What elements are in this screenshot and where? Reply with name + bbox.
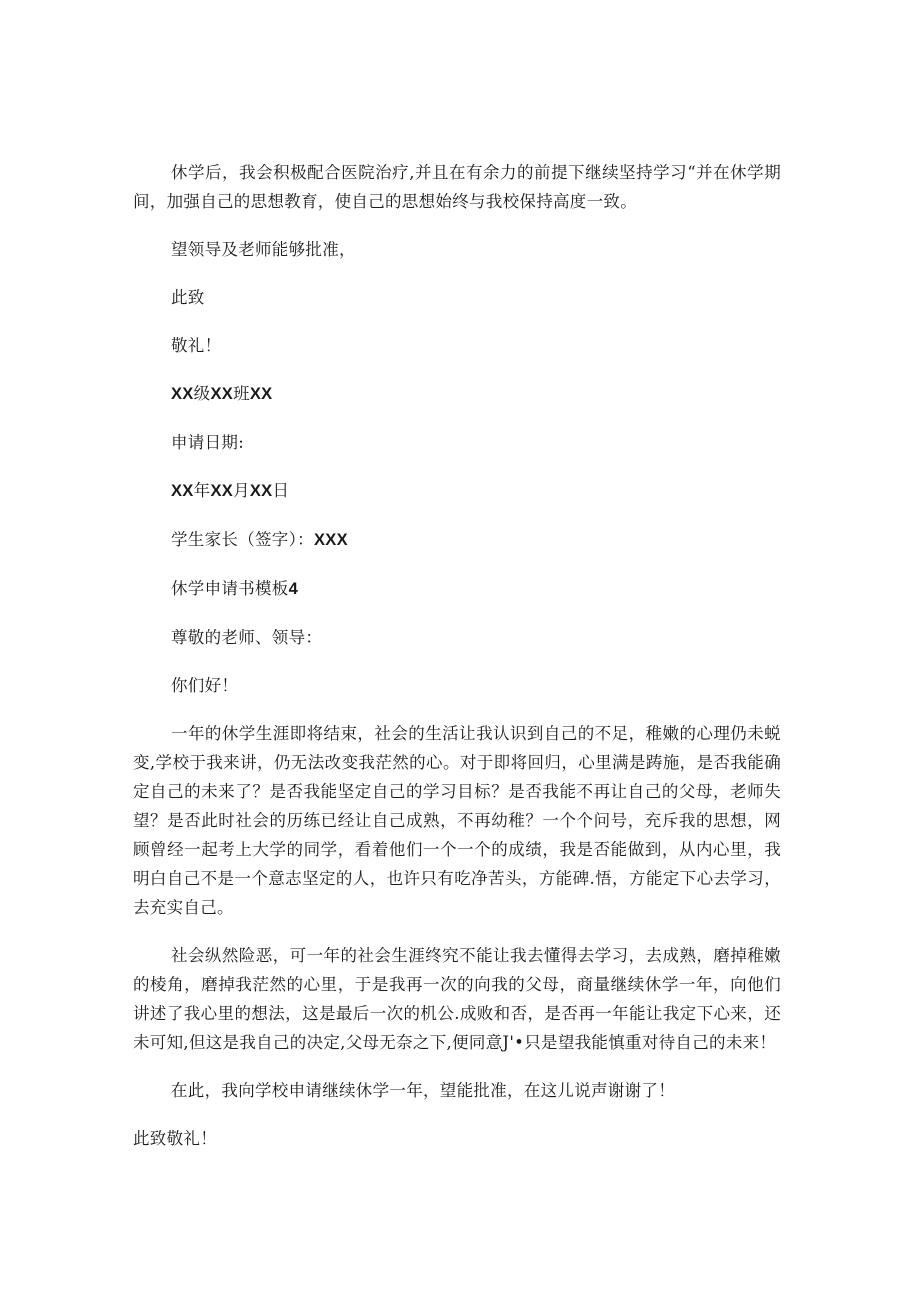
salutation-jingli: 敬礼！	[171, 336, 222, 355]
signature-class-label: 班	[233, 384, 250, 403]
date-year-label: 年	[193, 481, 211, 500]
letter-closing: 此致敬礼！	[133, 1129, 217, 1148]
template-title-text: 休学申请书模板	[171, 579, 289, 598]
date-year-placeholder: XX	[171, 482, 194, 500]
signature-class-placeholder: XX	[210, 385, 234, 403]
document-page	[133, 158, 781, 1153]
salutation-cizhi: 此致	[171, 288, 205, 307]
signature-name-placeholder: XX	[249, 385, 273, 403]
date-month-label: 月	[233, 481, 250, 500]
date-day-placeholder: XX	[249, 482, 273, 500]
date-month-placeholder: XX	[210, 482, 234, 500]
request-approval-line: 望领导及老师能够批准，	[171, 240, 356, 259]
letter-greeting: 你们好！	[171, 676, 239, 695]
parent-signature-line	[133, 525, 781, 555]
parent-signature-label: 学生家长（签字）：	[171, 530, 314, 549]
template-title-number: 4	[288, 580, 299, 598]
paragraph-treatment-plan: 休学后，我会积极配合医院治疗,并且在有余力的前提下继续坚持学习“并在休学期间，加强自己的思想教育，使自己的思想始终与我校保持高度一致。	[133, 163, 781, 211]
application-date-label: 申请日期:	[171, 433, 245, 452]
template-title	[133, 574, 781, 604]
application-date-value	[133, 476, 781, 506]
signature-grade-placeholder: XX	[171, 385, 194, 403]
paragraph-reflection: 一年的休学生涯即将结束，社会的生活让我认识到自己的不足，稚嫩的心理仍未蜕变,学校于我来讲，仍无法改变我茫然的心。对于即将回归，心里满是踌施，是否我能确定自己的未来了？是否我能坚定自己的学习目标？是否我能不再让自己的父母，老师失望？是否此时社会的历练已经让自己成熟，不再幼稚？一个个问号，充斥我的思想，网顾曾经一起考上大学的同学，看着他们一个一个的成绩，我是否能做到，从内心里，我明白自己不是一个意志坚定的人，也许只有吃净苦头，方能碑.悟，方能定下心去学习，去充实自己。	[133, 724, 781, 917]
signature-class-name	[133, 379, 781, 409]
letter-salutation: 尊敬的老师、领导：	[171, 628, 323, 647]
paragraph-decision: 社会纵然险恶，可一年的社会生涯终究不能让我去懂得去学习，去成熟，磨掉稚嫩的棱角，磨掉我茫然的心里，于是我再一次的向我的父母，商量继续休学一年，向他们讲述了我心里的想法，这是最后一次的机公.成败和否，是否再一年能让我定下心来，还未可知,但这是我自己的决定,父母无奈之下,便同意J'•只是望我能慎重对待自己的未来！	[133, 946, 781, 1052]
parent-signature-value: XXX	[313, 531, 348, 549]
signature-grade-label: 级	[193, 384, 211, 403]
date-day-label: 日	[272, 481, 290, 500]
paragraph-request: 在此，我向学校申请继续休学一年，望能批准，在这儿说声谢谢了！	[171, 1081, 675, 1100]
